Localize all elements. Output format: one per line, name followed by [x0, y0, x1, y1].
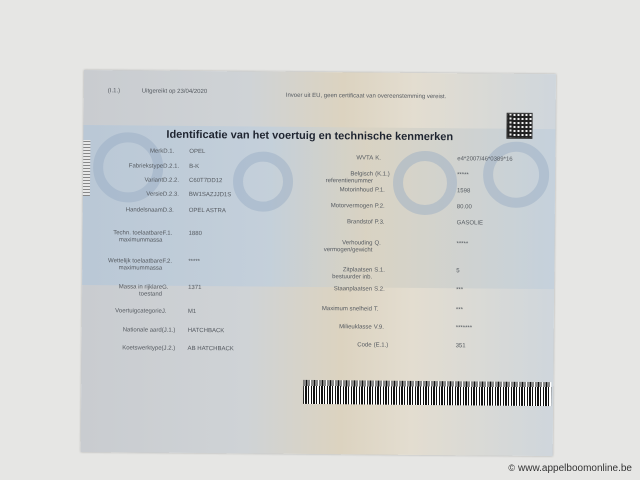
right-field-code: P.2. — [374, 203, 385, 210]
right-field-label: Code — [357, 342, 372, 349]
right-field-value: e4*2007/46*0389*16 — [457, 156, 513, 163]
left-field-value: ***** — [188, 258, 201, 266]
site-watermark — [508, 463, 632, 474]
left-field-value: B-K — [189, 163, 200, 171]
right-field-code: S.1. — [374, 267, 385, 274]
right-field-code: V.9. — [373, 324, 384, 331]
left-field-code: D.2.1. — [163, 163, 180, 170]
left-field-value: M1 — [187, 308, 197, 315]
watermark-circle-4 — [483, 141, 550, 208]
right-field-code: Q. — [374, 240, 381, 247]
registration-certificate — [81, 70, 556, 456]
right-field-code: P.1. — [374, 187, 385, 194]
right-field-code: T. — [373, 306, 379, 313]
notice-text: Invoer uit EU, geen certificaat van overeenstemming vereist. — [285, 92, 447, 101]
right-field-value: ***** — [457, 172, 469, 179]
right-field-label: Motorinhoud — [339, 187, 373, 194]
left-field-label: Techn. toelaatbare maximummassa — [113, 230, 163, 244]
copyright-icon: © — [508, 463, 516, 473]
left-field-label: Merk — [149, 148, 164, 155]
header-ref: (I.1.) — [107, 88, 121, 95]
right-field-value: 1598 — [456, 188, 471, 195]
left-field-value: C60T7DD12 — [189, 177, 223, 185]
left-field-label: Versie — [146, 191, 163, 198]
left-field-value: 1880 — [188, 230, 202, 238]
right-field-code: K. — [375, 155, 381, 162]
left-field-code: D.2.2. — [163, 177, 180, 184]
left-field-code: J. — [161, 308, 167, 315]
watermark-circle-2 — [233, 151, 294, 212]
left-field-code: D.1. — [163, 148, 175, 155]
right-field-code: S.2. — [374, 286, 385, 293]
right-field-label: Motorvermogen — [330, 203, 373, 210]
right-field-code: P.3. — [374, 219, 385, 226]
left-field-value: OPEL — [189, 148, 206, 156]
right-field-value: ***** — [456, 241, 469, 248]
right-field-value: 351 — [455, 343, 466, 350]
qr-code — [506, 113, 532, 139]
left-field-value: AB HATCHBACK — [187, 345, 234, 353]
left-field-label: Variant — [144, 177, 164, 184]
left-field-label: Massa in rijklare toestand — [118, 284, 163, 298]
left-field-value: HATCHBACK — [187, 327, 225, 335]
left-field-code: D.3. — [162, 207, 174, 214]
left-field-code: (J.2.) — [161, 345, 176, 352]
right-field-label: Brandstof — [346, 219, 373, 226]
left-field-value: BW1SAZJJD1S — [188, 191, 232, 199]
right-field-label: WVTA — [356, 155, 374, 162]
left-field-label: Nationale aard — [122, 327, 162, 334]
right-field-label: Milieuklasse — [339, 324, 372, 331]
right-field-label: Maximum snelheid — [321, 306, 372, 313]
left-field-code: D.2.3. — [162, 191, 179, 198]
right-fields — [84, 70, 556, 74]
right-field-label: Staanplaatsen — [333, 286, 373, 293]
right-field-value: *** — [455, 307, 463, 314]
right-field-value: ******* — [455, 325, 473, 332]
security-stripe — [83, 140, 90, 196]
left-field-label: Handelsnaam — [125, 207, 163, 214]
left-field-label: Voertuigcategorie — [115, 308, 162, 315]
left-field-code: G. — [162, 284, 169, 291]
barcode — [303, 380, 551, 406]
left-field-label: Wettelijk toelaatbare maximummassa — [108, 258, 163, 272]
right-field-value: 5 — [456, 268, 460, 275]
left-field-code: (J.1.) — [161, 327, 176, 334]
right-field-code: (K.1.) — [375, 171, 390, 178]
left-field-value: OPEL ASTRA — [188, 207, 226, 215]
left-field-value: 1371 — [188, 284, 202, 292]
page-title: Identificatie van het voertuig en technische kenmerken — [166, 128, 454, 144]
issue-date: Uitgereikt op 23/04/2020 — [141, 88, 208, 96]
right-field-value: GASOLIE — [456, 220, 484, 227]
left-field-code: F.1. — [162, 230, 173, 237]
left-field-label: Koetswerktype — [122, 345, 162, 352]
right-field-code: (E.1.) — [373, 342, 389, 349]
right-field-value: *** — [456, 287, 464, 294]
watermark-circle-3 — [393, 151, 458, 216]
left-field-label: Fabriekstype — [128, 163, 164, 170]
right-field-label: Belgisch referentienummer — [325, 171, 374, 185]
right-field-value: 80.00 — [456, 204, 472, 211]
right-field-label: Verhouding vermogen/gewicht — [323, 240, 373, 254]
right-field-label: Zitplaatsen bestuurder inb. — [332, 267, 373, 281]
left-field-code: F.2. — [162, 258, 173, 265]
watermark-text: www.appelboomonline.be — [518, 463, 632, 474]
left-fields — [84, 70, 556, 74]
